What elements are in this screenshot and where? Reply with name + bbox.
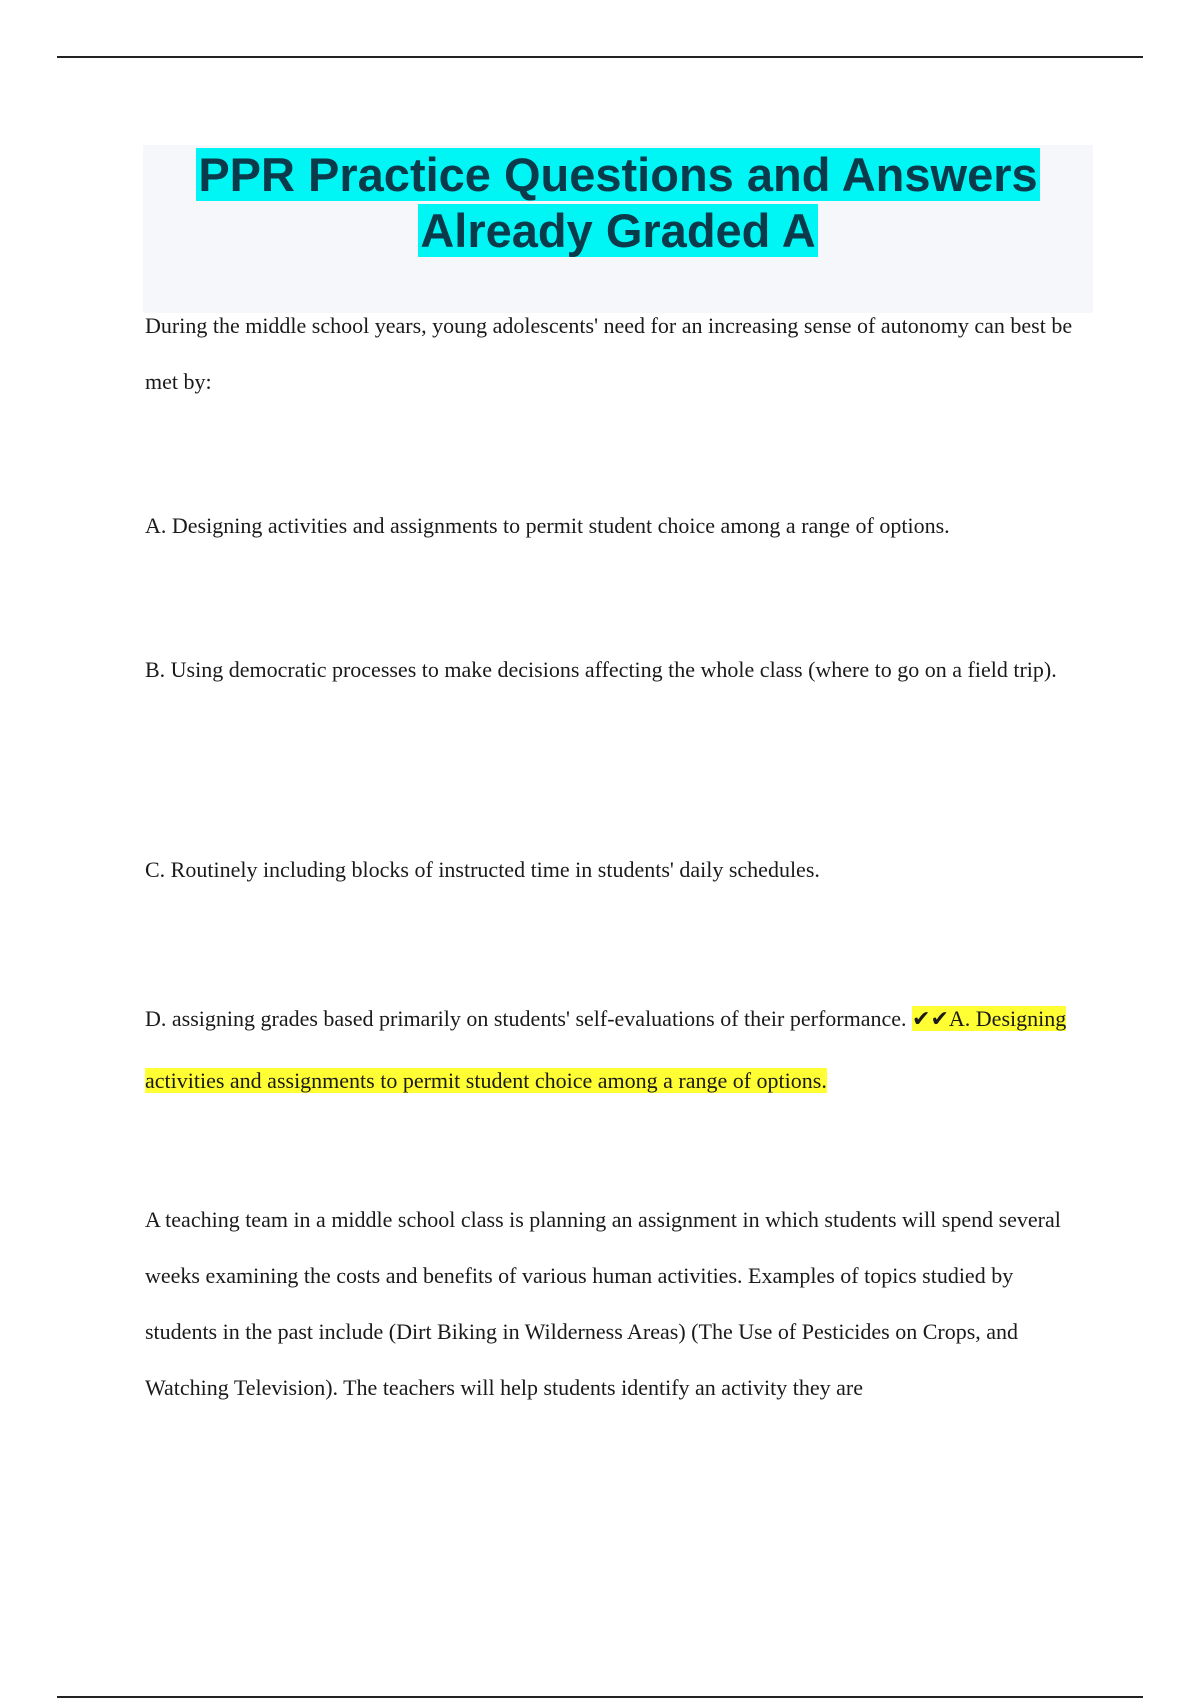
question-1-stem: During the middle school years, young adolescents' need for an increasing sense of autonomy can best be met by:: [145, 313, 1073, 394]
answer-text: A. Designing activities and assignments to permit student choice among a range of options.: [145, 1006, 1067, 1093]
title-line-2: Already Graded A: [420, 204, 816, 257]
double-check-icon: ✔✔: [912, 1007, 949, 1032]
page-title: [143, 145, 1093, 259]
title-banner: [143, 145, 1093, 313]
title-line-1: PPR Practice Questions and Answers: [198, 148, 1038, 201]
question-1-option-b: B. Using democratic processes to make decisions affecting the whole class (where to go on a field trip).: [145, 657, 1057, 682]
question-1-option-c: C. Routinely including blocks of instructed time in students' daily schedules.: [145, 857, 820, 882]
question-1-option-d-with-answer: [145, 988, 1085, 1111]
question-1-option-a: A. Designing activities and assignments to permit student choice among a range of options.: [145, 513, 950, 538]
top-rule: [57, 56, 1143, 58]
question-1-option-d: D. assigning grades based primarily on students' self-evaluations of their performance.: [145, 1006, 907, 1031]
bottom-rule: [57, 1696, 1143, 1698]
question-2-stem: A teaching team in a middle school class is planning an assignment in which students will spend several weeks examining the costs and benefits of various human activities. Examples of topics studied by students in the past include (Dirt Biking in Wilderness Areas) (The Use of Pesticides on Crops, and Watching Television). The teachers will help students identify an activity they are: [145, 1207, 1061, 1400]
